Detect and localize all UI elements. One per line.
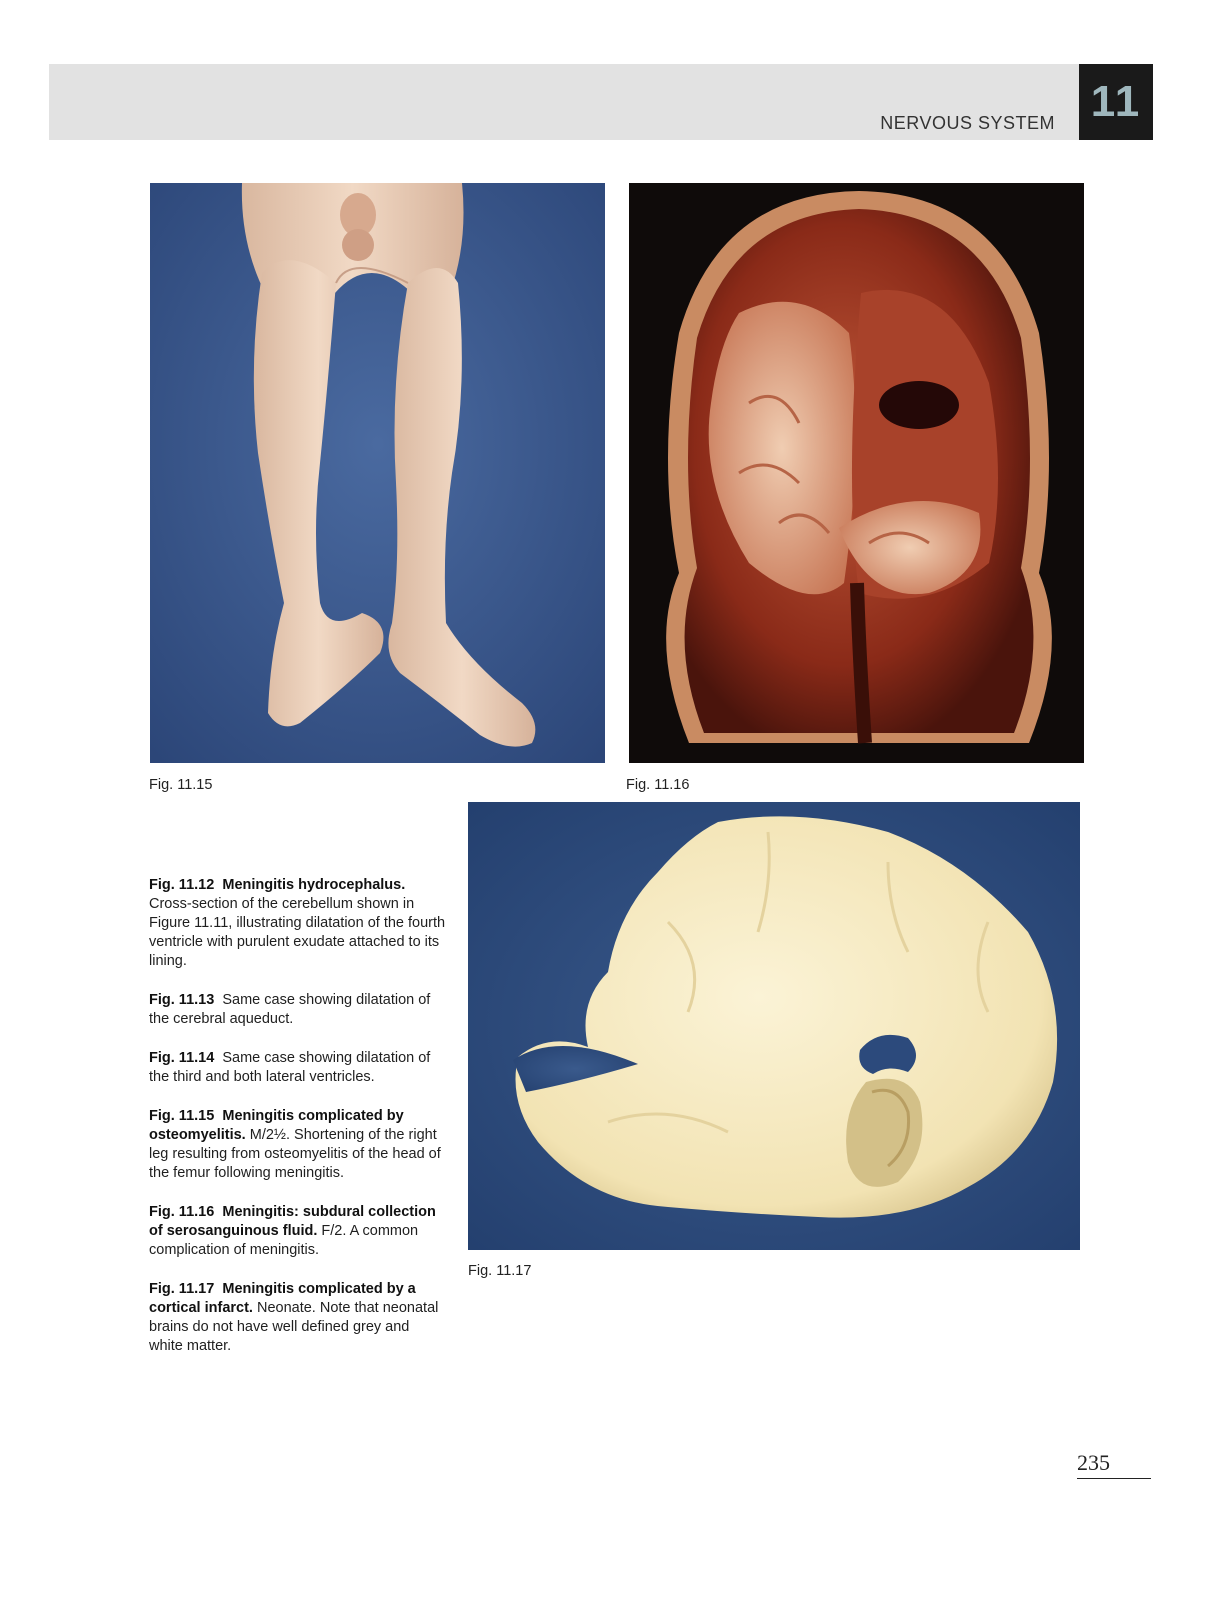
caption-fig-11-16: [149, 1203, 447, 1260]
running-header: [49, 64, 1079, 140]
chapter-number-tab: 11: [1079, 64, 1153, 140]
caption-number: Fig. 11.15: [149, 1108, 215, 1124]
figure-11-17-label: Fig. 11.17: [468, 1263, 532, 1279]
caption-number: Fig. 11.14: [149, 1050, 215, 1066]
caption-text: Same case showing dilatation of the third and both lateral ventricles.: [149, 1050, 431, 1085]
caption-fig-11-15: [149, 1107, 447, 1183]
page-number: 235: [1077, 1450, 1151, 1479]
figure-11-15-label: Fig. 11.15: [149, 777, 213, 793]
section-title: NERVOUS SYSTEM: [880, 113, 1055, 133]
figure-11-16-photo: [629, 183, 1084, 763]
caption-text: M/2½. Shortening of the right leg resulting from osteomyelitis of the head of the femur following meningitis.: [149, 1127, 441, 1181]
caption-number: Fig. 11.12: [149, 877, 215, 893]
figure-11-15-photo: [150, 183, 605, 763]
caption-fig-11-14: [149, 1049, 447, 1087]
caption-title: Meningitis complicated by osteomyelitis.: [149, 1108, 404, 1143]
caption-title: Meningitis: subdural collection of serosanguinous fluid.: [149, 1204, 436, 1239]
caption-title: Meningitis complicated by a cortical infarct.: [149, 1281, 416, 1316]
caption-fig-11-13: [149, 991, 447, 1029]
figure-11-17-photo: [468, 802, 1080, 1250]
caption-column: [149, 876, 447, 1376]
caption-fig-11-12: [149, 876, 447, 971]
caption-fig-11-17: [149, 1280, 447, 1356]
caption-text: Same case showing dilatation of the cerebral aqueduct.: [149, 992, 431, 1027]
figure-11-16-label: Fig. 11.16: [626, 777, 690, 793]
caption-text: F/2. A common complication of meningitis.: [149, 1223, 419, 1258]
caption-text: Cross-section of the cerebellum shown in Figure 11.11, illustrating dilatation of the fourth ventricle with purulent exudate attached to its lining.: [149, 896, 446, 969]
caption-text: Neonate. Note that neonatal brains do not have well defined grey and white matter.: [149, 1300, 439, 1354]
caption-title: Meningitis hydrocephalus.: [222, 877, 406, 893]
caption-number: Fig. 11.16: [149, 1204, 215, 1220]
caption-number: Fig. 11.13: [149, 992, 215, 1008]
caption-number: Fig. 11.17: [149, 1281, 215, 1297]
